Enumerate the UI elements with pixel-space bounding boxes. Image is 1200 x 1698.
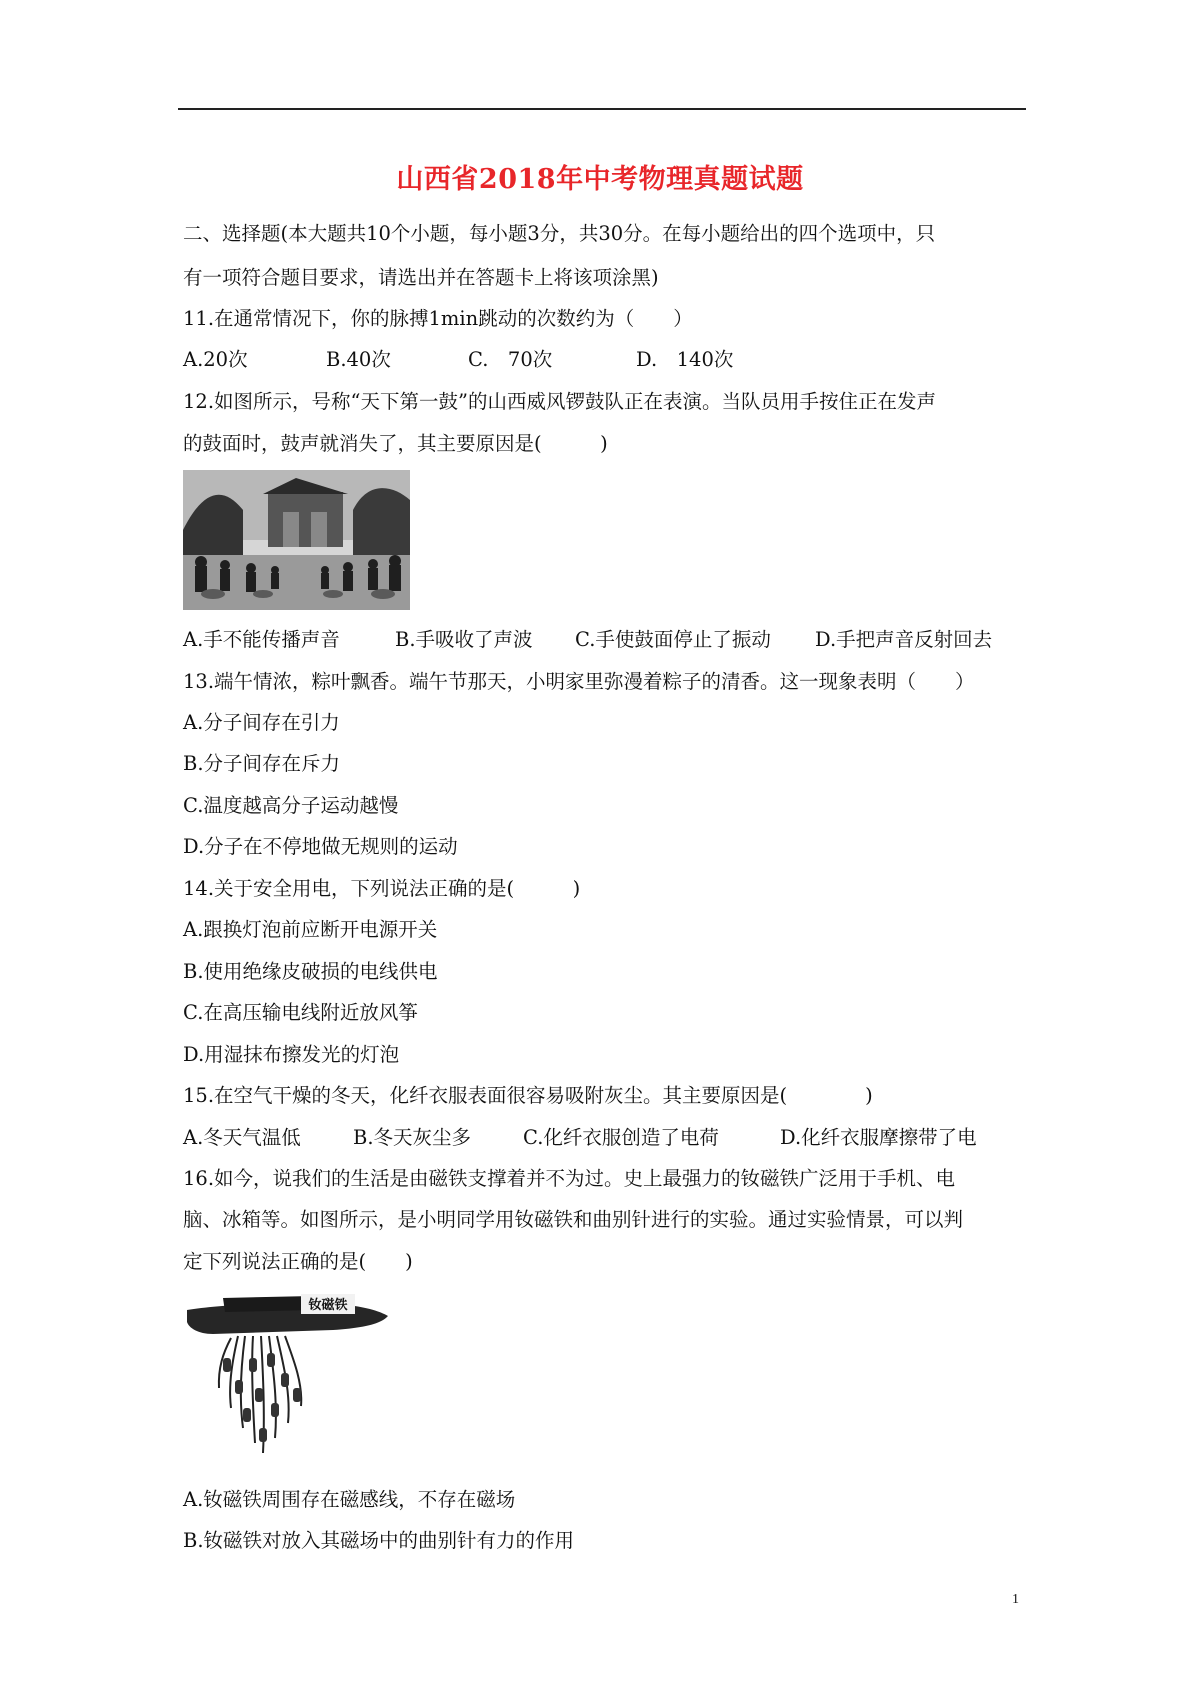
question-16-stem-line-3: 定下列说法正确的是( ) (183, 1250, 413, 1273)
q13-option-a: A.分子间存在引力 (183, 711, 340, 734)
q12-option-a: A.手不能传播声音 (183, 628, 340, 651)
q12-option-b: B.手吸收了声波 (395, 628, 533, 651)
q13-option-b: B.分子间存在斥力 (183, 752, 341, 775)
q11-option-b: B.40次 (326, 348, 391, 371)
q11-option-d: D. 140次 (636, 348, 734, 371)
page-title: 山西省2018年中考物理真题试题 (396, 164, 804, 195)
q12-option-c: C.手使鼓面停止了振动 (575, 628, 771, 651)
section-instructions-line-1: 二、选择题(本大题共10个小题，每小题3分，共30分。在每小题给出的四个选项中，只 (183, 222, 936, 245)
question-11-stem: 11.在通常情况下，你的脉搏1min跳动的次数约为（ ） (183, 307, 693, 330)
header-rule (178, 108, 1026, 110)
q14-option-a: A.跟换灯泡前应断开电源开关 (183, 918, 438, 941)
q11-option-a: A.20次 (183, 348, 248, 371)
question-12-stem-line-1: 12.如图所示，号称“天下第一鼓”的山西威风锣鼓队正在表演。当队员用手按住正在发声 (183, 390, 936, 413)
question-12-stem-line-2: 的鼓面时，鼓声就消失了，其主要原因是( ) (183, 432, 608, 455)
magnet-label: 钕磁铁 (308, 1298, 348, 1313)
magnet-paperclip-photo (183, 1288, 393, 1460)
q16-option-b: B.钕磁铁对放入其磁场中的曲别针有力的作用 (183, 1529, 575, 1552)
question-13-stem: 13.端午情浓，粽叶飘香。端午节那天，小明家里弥漫着粽子的清香。这一现象表明（ ） (183, 670, 975, 693)
q15-option-a: A.冬天气温低 (183, 1126, 301, 1149)
q12-option-d: D.手把声音反射回去 (815, 628, 993, 651)
q15-option-d: D.化纤衣服摩擦带了电 (780, 1126, 977, 1149)
page-number: 1 (1012, 1592, 1019, 1607)
question-11-options (183, 350, 733, 370)
question-15-options (183, 1128, 977, 1148)
question-15-stem: 15.在空气干燥的冬天，化纤衣服表面很容易吸附灰尘。其主要原因是( ) (183, 1084, 873, 1107)
question-14-stem: 14.关于安全用电，下列说法正确的是( ) (183, 877, 581, 900)
q13-option-d: D.分子在不停地做无规则的运动 (183, 835, 458, 858)
question-16-stem-line-1: 16.如今，说我们的生活是由磁铁支撑着并不为过。史上最强力的钕磁铁广泛用于手机、电 (183, 1167, 956, 1190)
question-12-options (183, 630, 992, 650)
q14-option-c: C.在高压输电线附近放风筝 (183, 1001, 418, 1024)
q14-option-d: D.用湿抹布擦发光的灯泡 (183, 1043, 400, 1066)
q11-option-c: C. 70次 (468, 348, 553, 371)
q14-option-b: B.使用绝缘皮破损的电线供电 (183, 960, 438, 983)
q16-option-a: A.钕磁铁周围存在磁感线，不存在磁场 (183, 1488, 516, 1511)
q13-option-c: C.温度越高分子运动越慢 (183, 794, 399, 817)
section-instructions-line-2: 有一项符合题目要求，请选出并在答题卡上将该项涂黑) (183, 266, 659, 289)
q15-option-b: B.冬天灰尘多 (353, 1126, 472, 1149)
question-16-stem-line-2: 脑、冰箱等。如图所示，是小明同学用钕磁铁和曲别针进行的实验。通过实验情景，可以判 (183, 1208, 964, 1231)
drum-performance-photo (183, 470, 410, 610)
q15-option-c: C.化纤衣服创造了电荷 (523, 1126, 719, 1149)
